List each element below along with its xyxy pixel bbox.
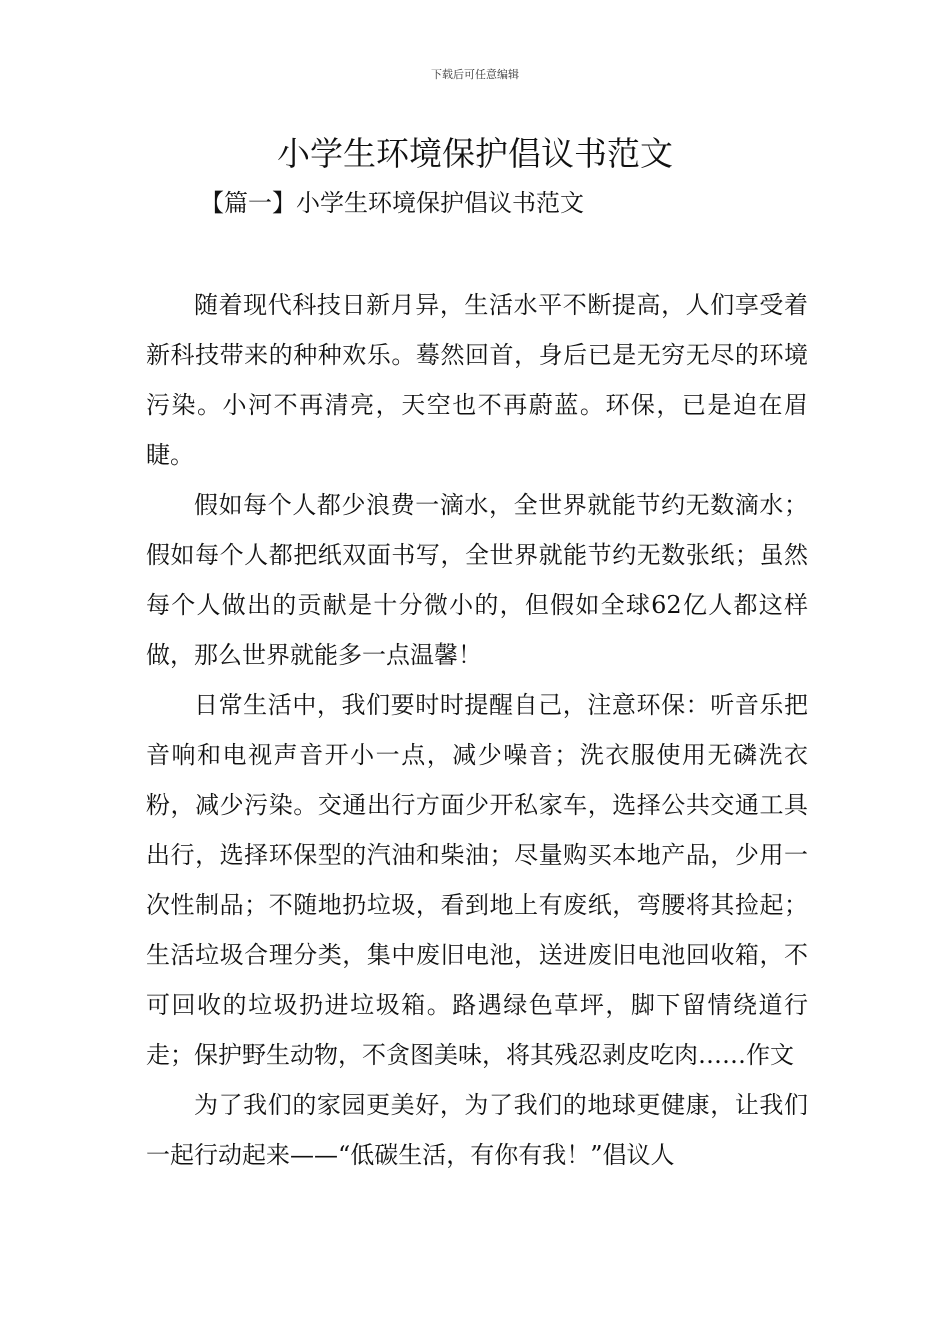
paragraph-4: 为了我们的家园更美好，为了我们的地球更健康，让我们一起行动起来——“低碳生活，有你有我！”倡议人	[146, 1091, 808, 1169]
section-heading: 【篇一】小学生环境保护倡议书范文	[200, 189, 584, 217]
paragraph-3: 日常生活中，我们要时时提醒自己，注意环保：听音乐把音响和电视声音开小一点，减少噪音；洗衣服使用无磷洗衣粉，减少污染。交通出行方面少开私家车，选择公共交通工具出行，选择环保型的汽油和柴油；尽量购买本地产品，少用一次性制品；不随地扔垃圾，看到地上有废纸，弯腰将其捡起；生活垃圾合理分类，集中废旧电池，送进废旧电池回收箱，不可回收的垃圾扔进垃圾箱。路遇绿色草坪，脚下留情绕道行走；保护野生动物，不贪图美味，将其残忍剥皮吃肉……作文	[146, 691, 808, 1069]
page-header-note: 下载后可任意编辑	[431, 68, 519, 81]
document-title: 小学生环境保护倡议书范文	[277, 134, 673, 173]
paragraph-1: 随着现代科技日新月异，生活水平不断提高，人们享受着新科技带来的种种欢乐。蓦然回首，身后已是无穷无尽的环境污染。小河不再清亮，天空也不再蔚蓝。环保，已是迫在眉睫。	[146, 291, 808, 469]
document-body	[146, 280, 808, 1180]
paragraph-2: 假如每个人都少浪费一滴水，全世界就能节约无数滴水；假如每个人都把纸双面书写，全世界就能节约无数张纸；虽然每个人做出的贡献是十分微小的，但假如全球62亿人都这样做，那么世界就能多一点温馨！	[146, 491, 808, 669]
